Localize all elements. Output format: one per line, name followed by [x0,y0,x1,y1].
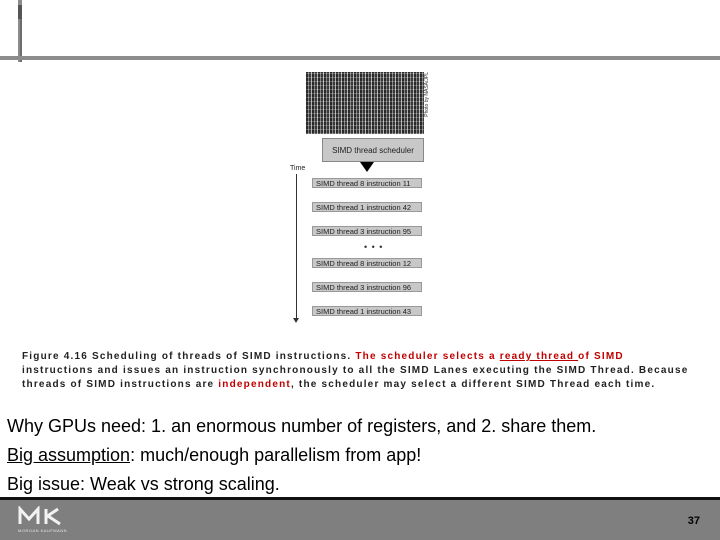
caption-text: Figure 4.16 Scheduling of threads of SIMD instructions. [22,351,356,362]
figure-caption [22,350,692,392]
caption-highlight-underlined: ready thread [499,351,579,362]
body-line-gpu-registers: Why GPUs need: 1. an enormous number of registers, and 2. share them. [7,416,597,436]
instruction-row: SIMD thread 1 instruction 42 [312,202,422,212]
caption-highlight: The scheduler selects a [355,351,500,362]
gpu-die-photo [306,72,424,134]
footer-bar [0,497,720,540]
simd-thread-scheduler-box: SIMD thread scheduler [322,138,424,162]
mk-logo-icon [18,506,72,526]
time-axis-arrow-icon [293,318,299,323]
logo-subtitle: MORGAN KAUFMANN [18,528,68,533]
template-horizontal-bar [0,56,720,60]
caption-highlight: of SIMD [578,351,624,362]
time-axis-label: Time [290,165,306,172]
caption-text: instructions and issues an instruction synchronously to all the SIMD Lanes executing the SIMD Thread. Because threads of SIMD instructions are [22,365,689,390]
photo-credit: Photo by NASA/JPL [424,72,430,117]
scheduler-down-arrow-icon [360,162,374,172]
body-line-big-assumption [7,445,421,466]
ellipsis: • • • [364,242,384,252]
time-axis-line [296,174,297,320]
instruction-row: SIMD thread 3 instruction 95 [312,226,422,236]
big-assumption-label: Big assumption [7,445,131,465]
caption-text: , the scheduler may select a different SIMD Thread each time. [290,379,656,390]
instruction-row: SIMD thread 3 instruction 96 [312,282,422,292]
page-number: 37 [687,515,700,527]
instruction-row: SIMD thread 1 instruction 43 [312,306,422,316]
simd-scheduling-figure [288,70,428,328]
big-assumption-text: : much/enough parallelism from app! [130,445,422,465]
instruction-row: SIMD thread 8 instruction 11 [312,178,422,188]
footer-top-rule [0,497,720,500]
caption-highlight: independent [218,379,291,390]
body-line-big-issue: Big issue: Weak vs strong scaling. [7,474,280,494]
template-tick [18,5,22,19]
instruction-row: SIMD thread 8 instruction 12 [312,258,422,268]
